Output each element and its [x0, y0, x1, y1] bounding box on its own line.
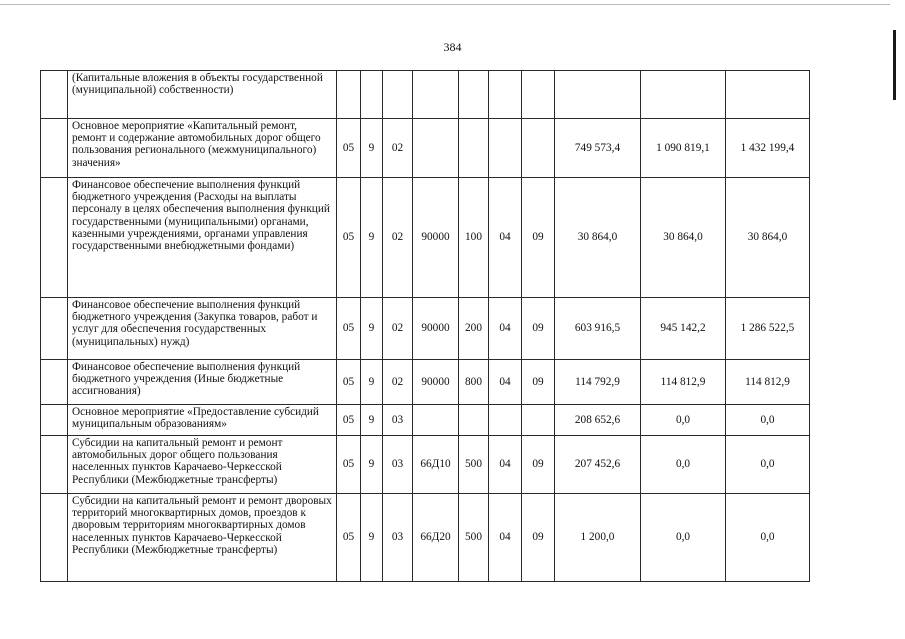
code-cell: 02 — [383, 298, 413, 360]
code-cell: 04 — [489, 436, 522, 494]
description-cell: Основное мероприятие «Капитальный ремонт, ремонт и содержание автомобильных дорог общего пользования регионального (межмуниципального) значения» — [68, 119, 337, 178]
amount-cell: 114 812,9 — [726, 360, 810, 405]
code-cell: 9 — [361, 405, 383, 436]
code-cell: 09 — [522, 436, 555, 494]
code-cell: 05 — [337, 119, 361, 178]
code-cell — [413, 71, 459, 119]
code-cell — [337, 71, 361, 119]
amount-cell: 0,0 — [726, 405, 810, 436]
description-cell: Финансовое обеспечение выполнения функций бюджетного учреждения (Закупка товаров, работ и услуг для обеспечения государственных (муниципальных) нужд) — [68, 298, 337, 360]
code-cell: 9 — [361, 360, 383, 405]
code-cell: 02 — [383, 119, 413, 178]
code-cell: 90000 — [413, 298, 459, 360]
description-cell: Финансовое обеспечение выполнения функций бюджетного учреждения (Расходы на выплаты персоналу в целях обеспечения выполнения функций государственными (муниципальными) органами, казенными учреждениями, органами управления государственными внебюджетными фондами) — [68, 178, 337, 298]
table-row — [41, 298, 810, 360]
code-cell: 02 — [383, 360, 413, 405]
code-cell: 04 — [489, 178, 522, 298]
row-number-cell — [41, 405, 68, 436]
code-cell: 200 — [459, 298, 489, 360]
row-number-cell — [41, 119, 68, 178]
code-cell: 03 — [383, 405, 413, 436]
amount-cell: 749 573,4 — [555, 119, 641, 178]
code-cell — [459, 119, 489, 178]
amount-cell: 0,0 — [726, 436, 810, 494]
code-cell: 09 — [522, 360, 555, 405]
row-number-cell — [41, 494, 68, 582]
row-number-cell — [41, 436, 68, 494]
amount-cell: 207 452,6 — [555, 436, 641, 494]
amount-cell: 0,0 — [641, 405, 726, 436]
amount-cell: 945 142,2 — [641, 298, 726, 360]
description-cell: Субсидии на капитальный ремонт и ремонт дворовых территорий многоквартирных домов, проездов к дворовым территориям многоквартирных домов населенных пунктов Карачаево-Черкесской Республики (Межбюджетные трансферты) — [68, 494, 337, 582]
code-cell: 04 — [489, 360, 522, 405]
code-cell: 05 — [337, 405, 361, 436]
amount-cell: 30 864,0 — [726, 178, 810, 298]
amount-cell: 208 652,6 — [555, 405, 641, 436]
amount-cell: 1 200,0 — [555, 494, 641, 582]
amount-cell: 1 090 819,1 — [641, 119, 726, 178]
code-cell: 03 — [383, 494, 413, 582]
description-cell: Субсидии на капитальный ремонт и ремонт автомобильных дорог общего пользования населенных пунктов Карачаево-Черкесской Республики (Межбюджетные трансферты) — [68, 436, 337, 494]
amount-cell: 0,0 — [641, 436, 726, 494]
amount-cell — [555, 71, 641, 119]
code-cell: 03 — [383, 436, 413, 494]
code-cell — [459, 405, 489, 436]
code-cell — [459, 71, 489, 119]
code-cell — [489, 405, 522, 436]
amount-cell: 603 916,5 — [555, 298, 641, 360]
code-cell: 9 — [361, 298, 383, 360]
row-number-cell — [41, 298, 68, 360]
code-cell: 90000 — [413, 178, 459, 298]
table-row — [41, 178, 810, 298]
code-cell — [361, 71, 383, 119]
table-row — [41, 360, 810, 405]
code-cell: 800 — [459, 360, 489, 405]
code-cell: 05 — [337, 494, 361, 582]
amount-cell: 1 432 199,4 — [726, 119, 810, 178]
code-cell: 05 — [337, 298, 361, 360]
code-cell: 05 — [337, 178, 361, 298]
code-cell: 66Д20 — [413, 494, 459, 582]
code-cell: 90000 — [413, 360, 459, 405]
code-cell: 04 — [489, 298, 522, 360]
code-cell: 9 — [361, 436, 383, 494]
amount-cell: 0,0 — [641, 494, 726, 582]
code-cell: 05 — [337, 360, 361, 405]
code-cell: 09 — [522, 298, 555, 360]
amount-cell: 114 792,9 — [555, 360, 641, 405]
amount-cell: 30 864,0 — [555, 178, 641, 298]
amount-cell — [641, 71, 726, 119]
table-row — [41, 405, 810, 436]
amount-cell: 30 864,0 — [641, 178, 726, 298]
code-cell — [413, 119, 459, 178]
code-cell: 100 — [459, 178, 489, 298]
table-row — [41, 119, 810, 178]
description-cell: Основное мероприятие «Предоставление субсидий муниципальным образованиям» — [68, 405, 337, 436]
code-cell: 02 — [383, 178, 413, 298]
table-row — [41, 436, 810, 494]
code-cell: 04 — [489, 494, 522, 582]
code-cell — [489, 119, 522, 178]
table-row — [41, 71, 810, 119]
description-cell: (Капитальные вложения в объекты государственной (муниципальной) собственности) — [68, 71, 337, 119]
amount-cell: 114 812,9 — [641, 360, 726, 405]
code-cell: 66Д10 — [413, 436, 459, 494]
code-cell: 9 — [361, 119, 383, 178]
amount-cell: 1 286 522,5 — [726, 298, 810, 360]
code-cell: 500 — [459, 436, 489, 494]
amount-cell — [726, 71, 810, 119]
code-cell: 05 — [337, 436, 361, 494]
code-cell — [489, 71, 522, 119]
code-cell — [383, 71, 413, 119]
description-cell: Финансовое обеспечение выполнения функций бюджетного учреждения (Иные бюджетные ассигнования) — [68, 360, 337, 405]
code-cell — [413, 405, 459, 436]
code-cell — [522, 119, 555, 178]
code-cell — [522, 405, 555, 436]
amount-cell: 0,0 — [726, 494, 810, 582]
budget-table — [40, 70, 810, 582]
code-cell: 9 — [361, 494, 383, 582]
row-number-cell — [41, 360, 68, 405]
code-cell — [522, 71, 555, 119]
code-cell: 500 — [459, 494, 489, 582]
page-number: 384 — [443, 40, 462, 54]
row-number-cell — [41, 178, 68, 298]
code-cell: 09 — [522, 178, 555, 298]
top-border-line — [0, 4, 890, 5]
row-number-cell — [41, 71, 68, 119]
code-cell: 9 — [361, 178, 383, 298]
table-row — [41, 494, 810, 582]
code-cell: 09 — [522, 494, 555, 582]
